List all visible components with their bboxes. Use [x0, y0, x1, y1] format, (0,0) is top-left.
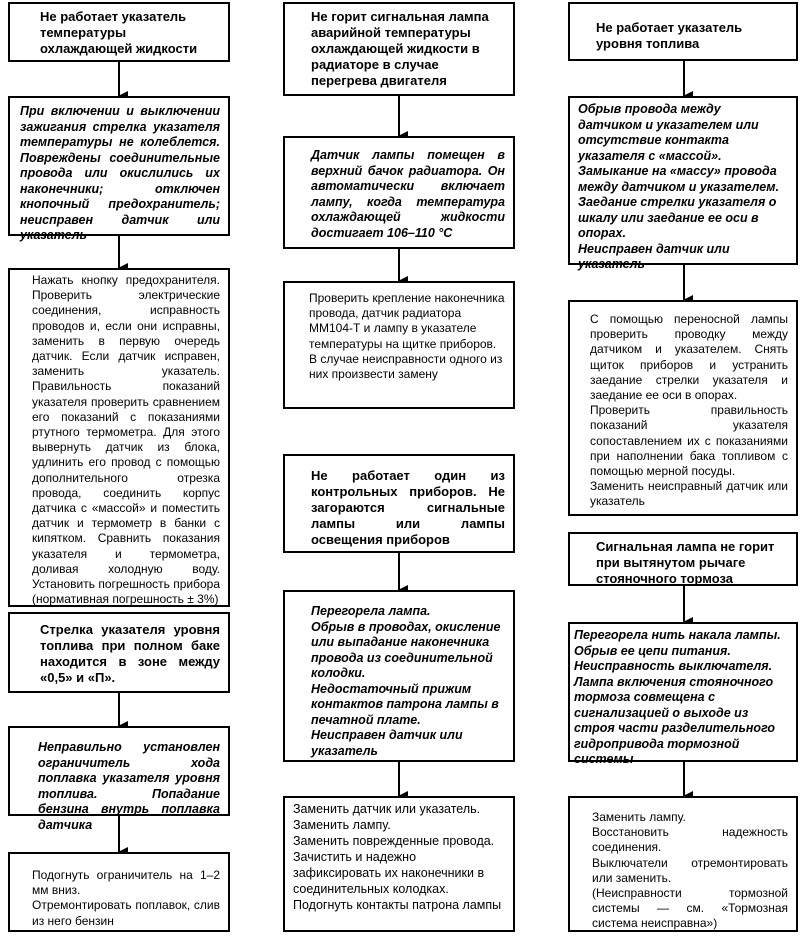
- c2-overheat-lamp-cause: Датчик лампы помещен в верхний бачок радиатора. Он автоматически включает лампу, когда температура охлаждающей жидкости достигает 106–110 °С: [283, 136, 515, 249]
- c1-fuel-needle-fault: Стрелка указателя уровня топлива при полном баке находится в зоне между «0,5» и «П».: [8, 612, 230, 693]
- c1-temp-gauge-cause: При включении и выключении зажигания стрелка указателя температуры не колеблется. Повреждены соединительные провода или окислились их наконечники; отключен кнопочный предохранитель; неисправен датчик или указатель: [8, 96, 230, 236]
- c3-fuel-gauge-cause: Обрыв провода между датчиком и указателем или отсутствие контакта указателя с «массой». Замыкание на «массу» провода между датчиком и указателем. Заедание стрелки указателя о шкалу или заедание ее оси в опорах. Неисправен датчик или указатель: [568, 96, 798, 265]
- c3-parking-brake-fault: Сигнальная лампа не горит при вытянутом рычаге стояночного тормоза: [568, 532, 798, 586]
- c3-fuel-gauge-action: С помощью переносной лампы проверить проводку между датчиком и указателем. Снять щиток приборов и устранить заедание стрелки указателя и заедание ее оси в опорах. Проверить правильность показаний указателя сопоставлением их с показаниями при наполнении бака топливом с помощью мерной посуды. Заменить неисправный датчик или указатель: [568, 300, 798, 516]
- c1-fuel-needle-action: Подогнуть ограничитель на 1–2 мм вниз. Отремонтировать поплавок, слив из него бензин: [8, 852, 230, 932]
- c1-fuel-needle-cause: Неправильно установлен ограничитель хода поплавка указателя уровня топлива. Попадание бензина внутрь поплавка датчика: [8, 726, 230, 816]
- c1-temp-gauge-fault: Не работает указатель температуры охлаждающей жидкости: [8, 2, 230, 62]
- c2-overheat-lamp-action: Проверить крепление наконечника провода, датчик радиатора ММ104-Т и лампу в указателе температуры на щитке приборов. В случае неисправности одного из них произвести замену: [283, 281, 515, 409]
- c3-parking-brake-cause: Перегорела нить накала лампы. Обрыв ее цепи питания. Неисправность выключателя. Лампа включения стояночного тормоза совмещена с сигнализацией о выходе из строя части разделительного гидропривода тормозной системы: [568, 622, 798, 762]
- c2-instrument-fault: Не работает один из контрольных приборов. Не загораются сигнальные лампы или лампы освещения приборов: [283, 454, 515, 553]
- c2-instrument-cause: Перегорела лампа. Обрыв в проводах, окисление или выпадание наконечника провода из соединительной колодки. Недостаточный прижим контактов патрона лампы в печатной плате. Неисправен датчик или указатель: [283, 590, 515, 762]
- c1-temp-gauge-action: Нажать кнопку предохранителя. Проверить электрические соединения, исправность проводов и, если они исправны, заменить в первую очередь датчик. Если датчик исправен, заменить указатель. Правильность показаний указателя проверить сравнением его показаний с показаниями ртутного термометра. Для этого вывернуть датчик из блока, удлинить его провод с помощью дополнительного отрезка провода, соединить корпус датчика с «массой» и поместить датчик и термометр в банки с кипятком. Сравнить показания указателя и термометра, доливая холодную воду. Установить погрешность прибора (нормативная погрешность ± 3%): [8, 268, 230, 607]
- c3-parking-brake-action: Заменить лампу. Восстановить надежность соединения. Выключатели отремонтировать или заменить. (Неисправности тормозной системы — см. «Тормозная система неисправна»): [568, 796, 798, 932]
- c2-instrument-action: Заменить датчик или указатель. Заменить лампу. Заменить поврежденные провода. Зачистить и надежно зафиксировать их наконечники в соединительных колодках. Подогнуть контакты патрона лампы: [283, 796, 515, 932]
- c3-fuel-gauge-fault: Не работает указатель уровня топлива: [568, 2, 798, 61]
- c2-overheat-lamp-fault: Не горит сигнальная лампа аварийной температуры охлаждающей жидкости в радиаторе в случае перегрева двигателя: [283, 2, 515, 96]
